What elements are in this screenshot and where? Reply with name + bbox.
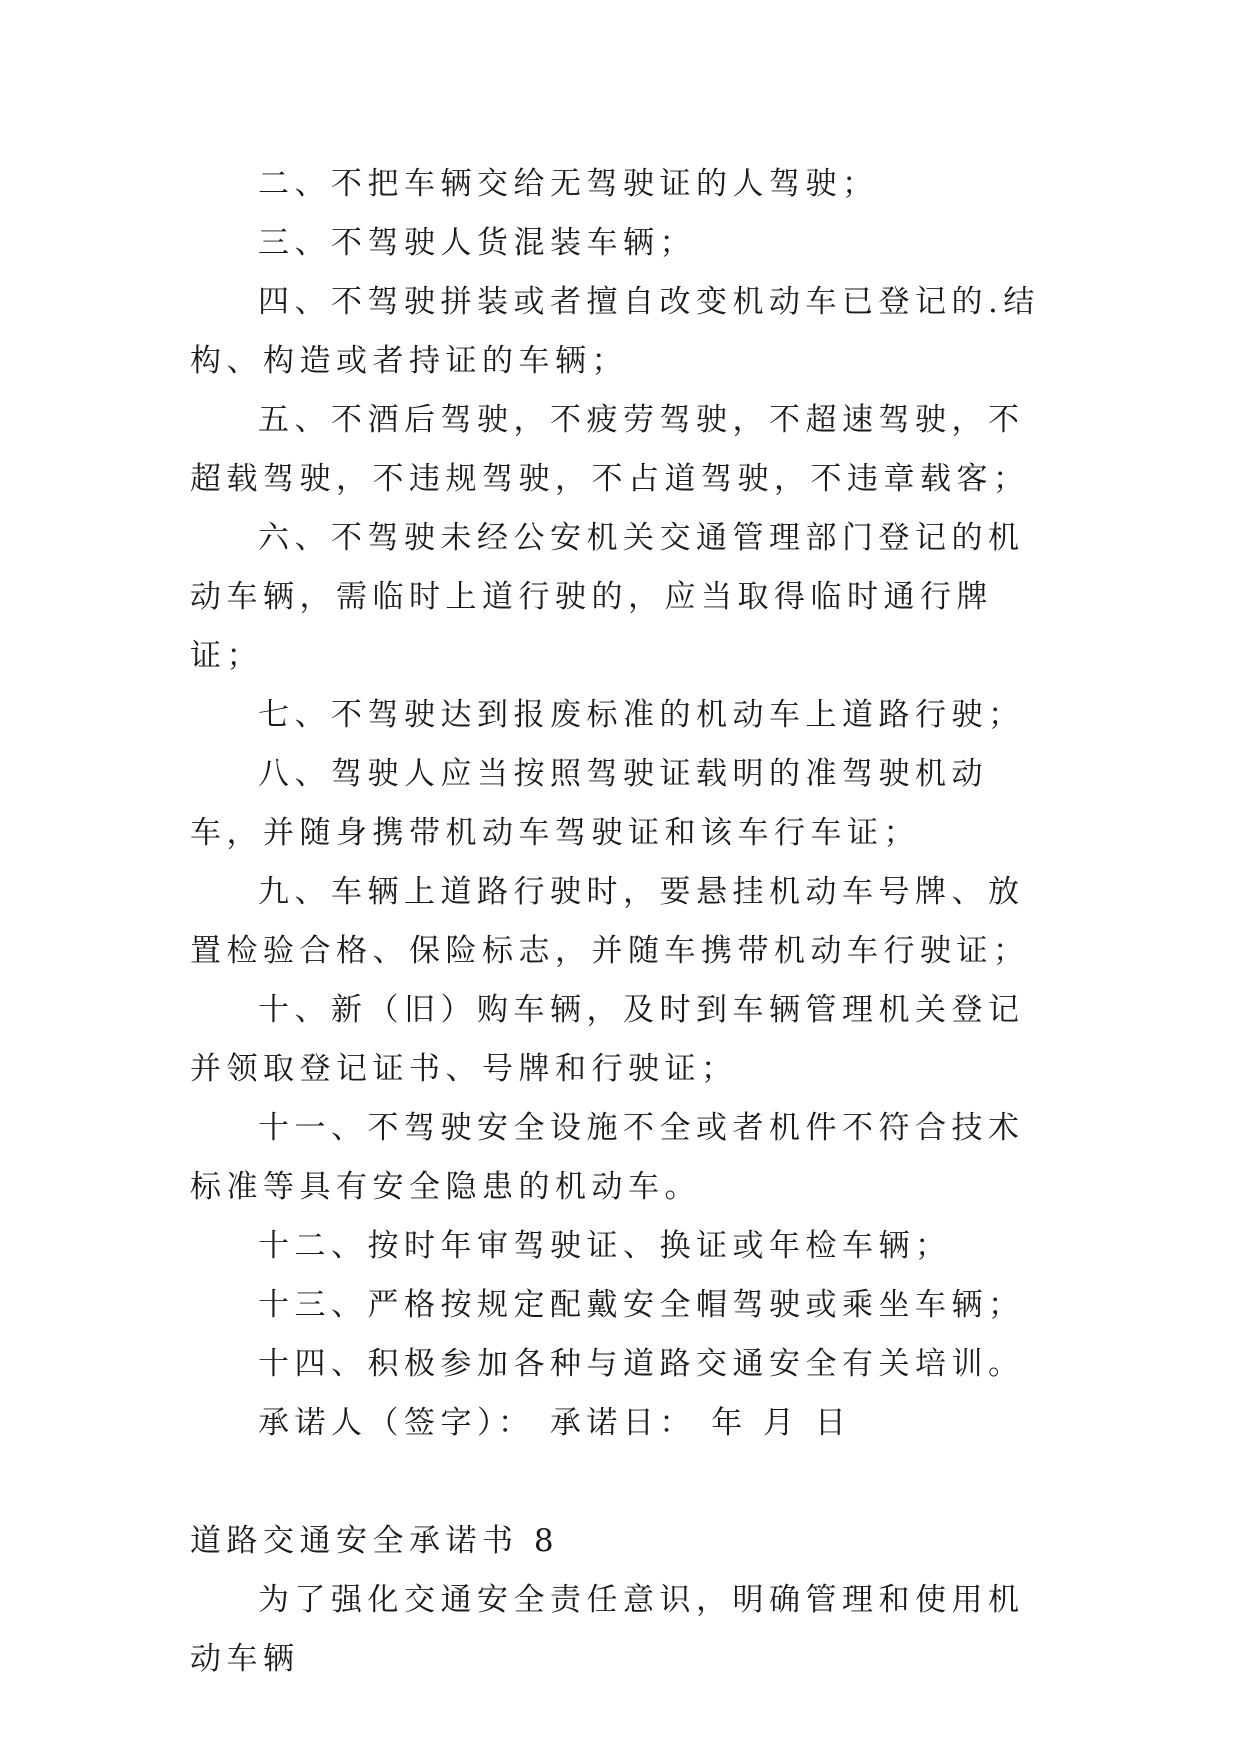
commitment-item-6: 六、不驾驶未经公安机关交通管理部门登记的机动车辆，需临时上道行驶的，应当取得临时通行牌证；: [190, 520, 1025, 674]
commitment-item-13: 十三、严格按规定配戴安全帽驾驶或乘坐车辆；: [258, 1287, 1025, 1323]
commitment-item-3: 三、不驾驶人货混装车辆；: [258, 225, 696, 261]
document-body: [190, 155, 1052, 1689]
commitment-item-8: 八、驾驶人应当按照驾驶证载明的准驾驶机动车，并随身携带机动车驾驶证和该车行车证；: [190, 756, 988, 851]
section-intro: 为了强化交通安全责任意识，明确管理和使用机动车辆: [190, 1582, 1025, 1677]
commitment-item-10: 十、新（旧）购车辆，及时到车辆管理机关登记并领取登记证书、号牌和行驶证；: [190, 992, 1025, 1087]
section-title: 道路交通安全承诺书 8: [190, 1523, 560, 1559]
commitment-item-9: 九、车辆上道路行驶时，要悬挂机动车号牌、放置检验合格、保险标志，并随车携带机动车行驶证；: [190, 874, 1030, 969]
commitment-item-14: 十四、积极参加各种与道路交通安全有关培训。: [258, 1346, 1025, 1382]
commitment-item-2: 二、不把车辆交给无驾驶证的人驾驶；: [258, 166, 879, 202]
signature-line: 承诺人（签字）： 承诺日： 年 月 日: [258, 1405, 852, 1441]
commitment-item-11: 十一、不驾驶安全设施不全或者机件不符合技术标准等具有安全隐患的机动车。: [190, 1110, 1025, 1205]
commitment-item-5: 五、不酒后驾驶，不疲劳驾驶，不超速驾驶，不超载驾驶，不违规驾驶，不占道驾驶，不违章载客；: [190, 402, 1030, 497]
commitment-item-7: 七、不驾驶达到报废标准的机动车上道路行驶；: [258, 697, 1025, 733]
section-gap: [190, 1453, 1052, 1512]
commitment-item-4: 四、不驾驶拼装或者擅自改变机动车已登记的.结构、构造或者持证的车辆；: [190, 284, 1040, 379]
commitment-item-12: 十二、按时年审驾驶证、换证或年检车辆；: [258, 1228, 952, 1264]
